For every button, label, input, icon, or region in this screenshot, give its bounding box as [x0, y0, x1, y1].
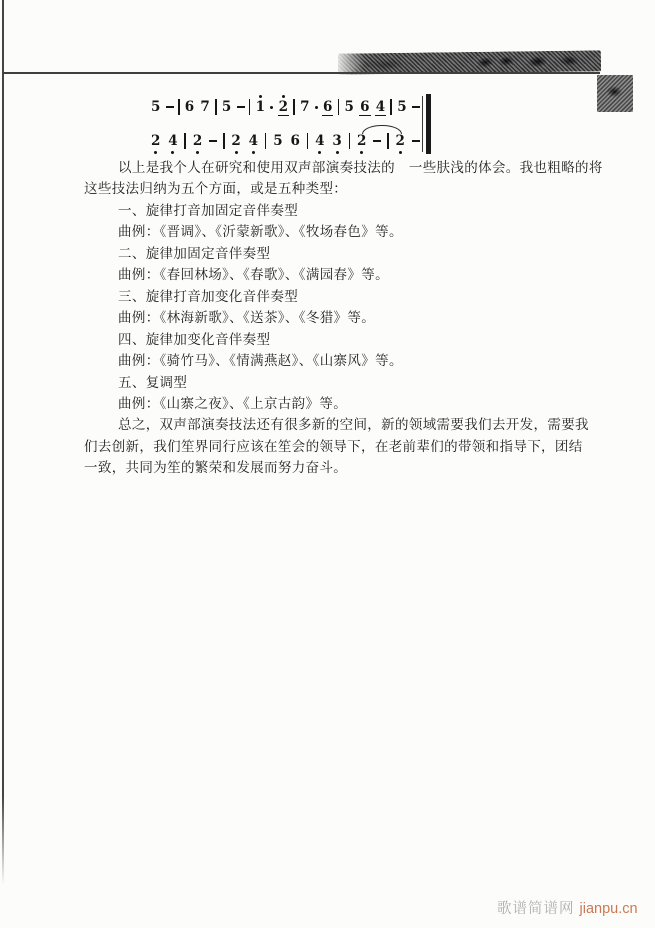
- barline: [349, 133, 351, 149]
- section-example-3: 曲例：《林海新歌》、《送茶》、《冬猎》等。: [118, 310, 376, 326]
- jianpu-note: 6: [184, 99, 195, 115]
- duration-dash: [166, 106, 174, 108]
- jianpu-note: 2: [395, 134, 406, 148]
- jianpu-note: 5: [397, 99, 407, 115]
- octave-dot-below: [235, 151, 238, 154]
- paragraph-line: 们去创新，我们笙界同行应该在笙会的领导下，在老前辈们的带领和指导下，团结: [84, 438, 583, 454]
- jianpu-note: 5: [151, 99, 161, 115]
- section-heading-3: 三、旋律打音加变化音伴奏型: [118, 288, 299, 304]
- jianpu-note: 6: [360, 99, 370, 116]
- barline: [293, 99, 295, 115]
- jianpu-melody-line: [150, 97, 420, 117]
- jianpu-note: 7: [300, 99, 310, 115]
- octave-dot-below: [399, 151, 402, 154]
- barline: [338, 99, 340, 115]
- jianpu-note: 4: [248, 134, 259, 148]
- octave-dot-below: [154, 151, 157, 154]
- barline: [307, 133, 309, 149]
- jianpu-note: 6: [322, 99, 333, 116]
- section-heading-1: 一、旋律打音加固定音伴奏型: [118, 202, 299, 218]
- jianpu-note: 5: [344, 99, 354, 115]
- octave-dot-below: [252, 151, 255, 154]
- octave-dot-below: [360, 151, 363, 154]
- watermark-site-name: 歌谱简谱网: [497, 901, 575, 917]
- jianpu-note: 7: [200, 99, 210, 115]
- section-heading-4: 四、旋律加变化音伴奏型: [118, 331, 271, 347]
- paragraph-line: 一致，共同为笙的繁荣和发展而努力奋斗。: [84, 460, 348, 476]
- tie-arc: [362, 125, 401, 134]
- barline: [223, 133, 225, 149]
- watermark: [497, 897, 638, 918]
- augmentation-dot: [270, 106, 273, 109]
- jianpu-note: 4: [167, 134, 178, 148]
- paragraph-line: 总之，双声部演奏技法还有很多新的空间，新的领域需要我们去开发，需要我: [118, 417, 589, 433]
- header-rule: [3, 72, 600, 74]
- jianpu-note: 3: [331, 134, 342, 148]
- octave-dot-above: [282, 95, 285, 98]
- body-text: [84, 157, 603, 479]
- octave-dot-above: [259, 95, 262, 98]
- jianpu-note: 1: [255, 100, 266, 114]
- section-heading-2: 二、旋律加固定音伴奏型: [118, 245, 271, 261]
- duration-dash: [237, 106, 245, 108]
- jianpu-note: 2: [150, 134, 161, 148]
- jianpu-note: 2: [230, 134, 241, 148]
- chapter-header-graphic: [338, 50, 601, 74]
- augmentation-dot: [315, 106, 318, 109]
- octave-dot-below: [336, 151, 339, 154]
- duration-dash: [412, 140, 420, 142]
- section-example-5: 曲例：《山寨之夜》、《上京古韵》等。: [118, 395, 348, 411]
- duration-dash: [209, 140, 217, 142]
- watermark-site-url: jianpu.cn: [579, 901, 638, 917]
- jianpu-note: 2: [356, 134, 367, 148]
- barline: [215, 99, 217, 115]
- barline: [390, 99, 392, 115]
- jianpu-note: 5: [221, 99, 232, 115]
- barline: [265, 133, 267, 149]
- final-barline: [426, 94, 431, 154]
- jianpu-note: 5: [273, 133, 283, 149]
- octave-dot-below: [196, 151, 199, 154]
- jianpu-note: 2: [278, 100, 289, 116]
- duration-dash: [373, 140, 381, 142]
- duration-dash: [412, 106, 420, 108]
- jianpu-note: 4: [314, 134, 325, 148]
- octave-dot-below: [318, 151, 321, 154]
- barline: [178, 99, 180, 115]
- jianpu-accompaniment-line: [150, 131, 420, 151]
- octave-dot-below: [171, 151, 174, 154]
- jianpu-note: 4: [375, 99, 386, 116]
- paragraph-line: 以上是我个人在研究和使用双声部演奏技法的 一些肤浅的体会。我也粗略的将: [118, 160, 603, 175]
- barline: [249, 99, 251, 115]
- page-edge-line: [2, 0, 4, 885]
- section-example-2: 曲例：《春回林场》、《春歌》、《满园春》等。: [118, 267, 389, 283]
- jianpu-notation: [150, 94, 434, 156]
- page-number-tab: [597, 75, 633, 112]
- jianpu-note: 2: [192, 134, 203, 148]
- jianpu-note: 6: [290, 133, 300, 149]
- section-example-4: 曲例：《骑竹马》、《情满燕赵》、《山寨风》等。: [118, 353, 403, 369]
- section-heading-5: 五、复调型: [118, 374, 188, 390]
- barline: [387, 133, 389, 149]
- barline: [184, 133, 186, 149]
- paragraph-line: 这些技法归纳为五个方面，或是五种类型：: [84, 181, 348, 197]
- section-example-1: 曲例：《晋调》、《沂蒙新歌》、《牧场春色》等。: [118, 224, 403, 240]
